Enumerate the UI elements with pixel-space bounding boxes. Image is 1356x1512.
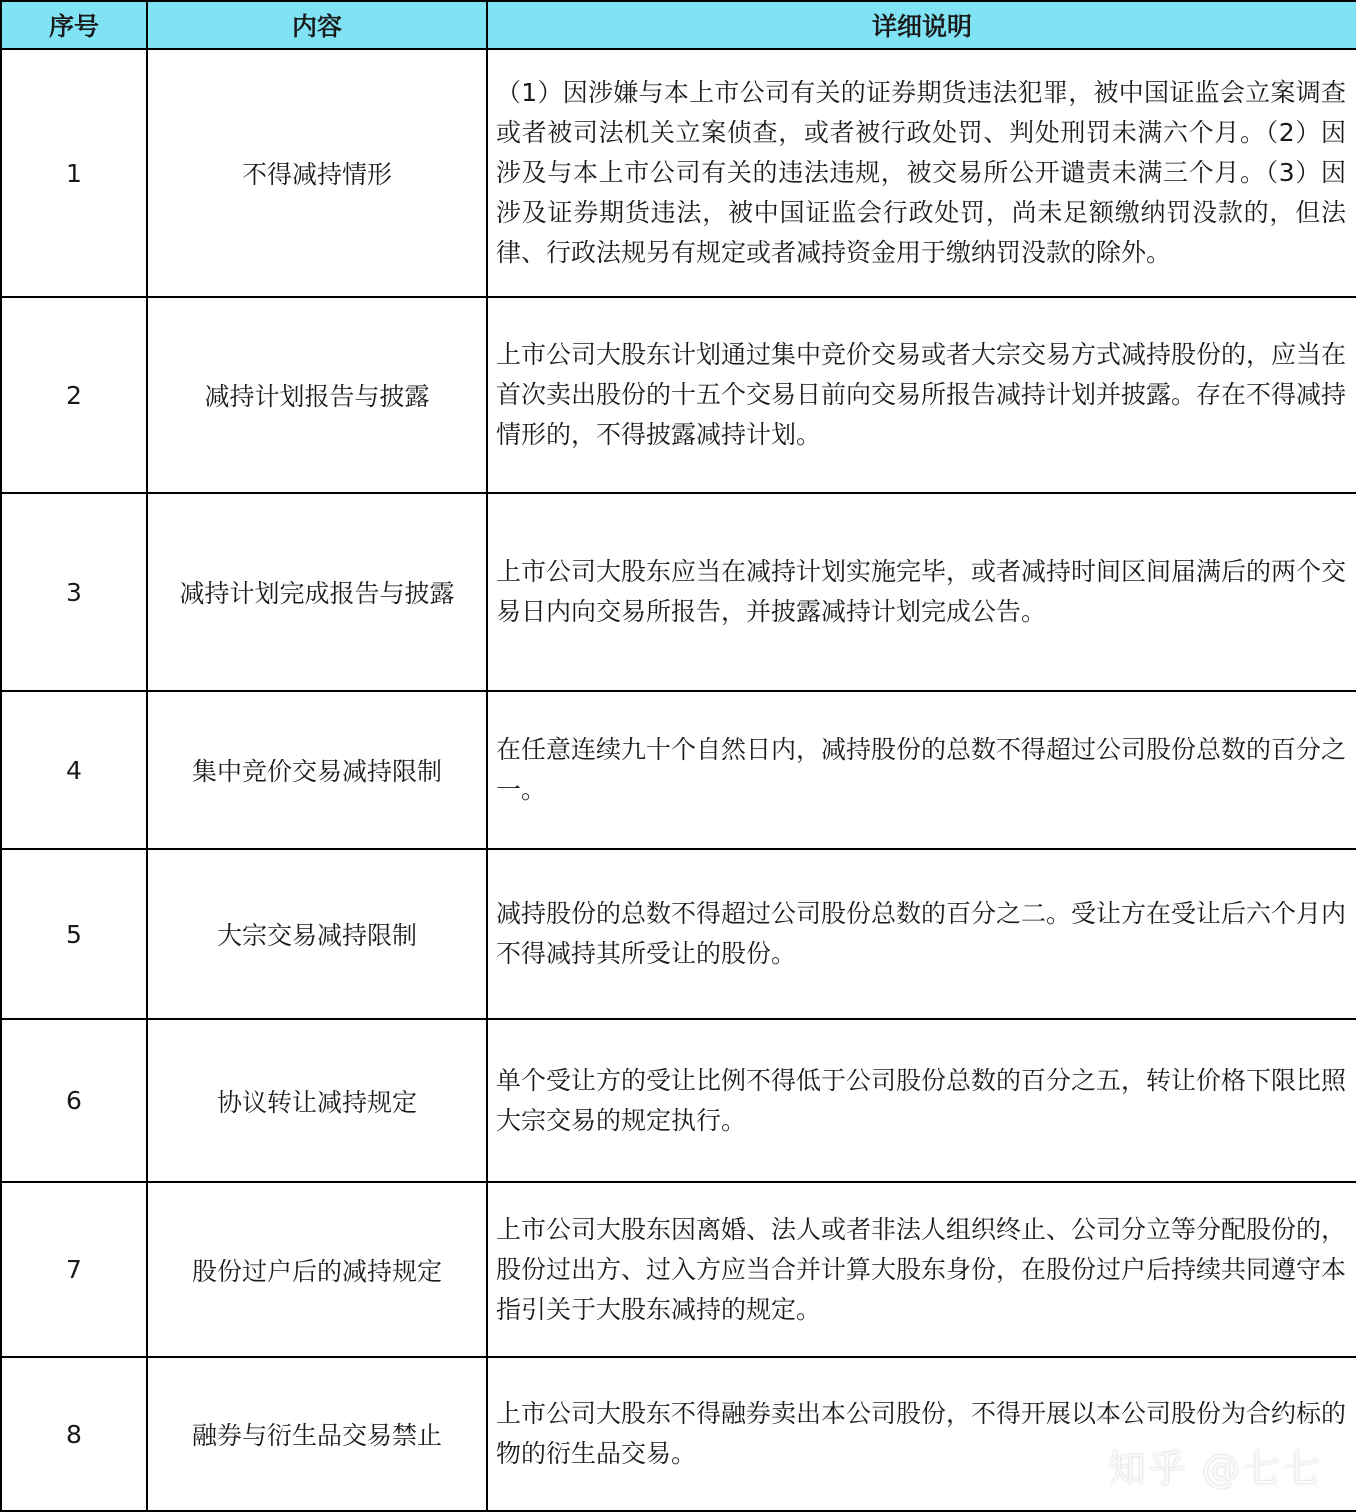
row-topic: 融券与衍生品交易禁止 [147, 1357, 487, 1511]
row-detail: 上市公司大股东因离婚、法人或者非法人组织终止、公司分立等分配股份的，股份过出方、过入方应当合并计算大股东身份，在股份过户后持续共同遵守本指引关于大股东减持的规定。 [487, 1182, 1356, 1357]
row-no: 4 [1, 691, 147, 849]
row-detail: 单个受让方的受让比例不得低于公司股份总数的百分之五，转让价格下限比照大宗交易的规定执行。 [487, 1019, 1356, 1182]
row-no: 2 [1, 297, 147, 493]
row-detail: 上市公司大股东应当在减持计划实施完毕，或者减持时间区间届满后的两个交易日内向交易所报告，并披露减持计划完成公告。 [487, 493, 1356, 691]
row-detail: 上市公司大股东不得融券卖出本公司股份，不得开展以本公司股份为合约标的物的衍生品交易。 [487, 1357, 1356, 1511]
table-row [1, 297, 1356, 493]
row-no: 3 [1, 493, 147, 691]
row-topic: 减持计划报告与披露 [147, 297, 487, 493]
watermark: 知乎 @七七 [1107, 1447, 1322, 1491]
header-no: 序号 [1, 1, 147, 49]
row-no: 1 [1, 49, 147, 297]
row-topic: 协议转让减持规定 [147, 1019, 487, 1182]
row-topic: 股份过户后的减持规定 [147, 1182, 487, 1357]
row-topic: 减持计划完成报告与披露 [147, 493, 487, 691]
header-topic: 内容 [147, 1, 487, 49]
row-topic: 集中竞价交易减持限制 [147, 691, 487, 849]
row-detail: 减持股份的总数不得超过公司股份总数的百分之二。受让方在受让后六个月内不得减持其所受让的股份。 [487, 849, 1356, 1019]
row-no: 5 [1, 849, 147, 1019]
header-detail: 详细说明 [487, 1, 1356, 49]
row-detail: 上市公司大股东计划通过集中竞价交易或者大宗交易方式减持股份的，应当在首次卖出股份的十五个交易日前向交易所报告减持计划并披露。存在不得减持情形的，不得披露减持计划。 [487, 297, 1356, 493]
row-detail: 在任意连续九十个自然日内，减持股份的总数不得超过公司股份总数的百分之一。 [487, 691, 1356, 849]
table-row [1, 1019, 1356, 1182]
row-topic: 大宗交易减持限制 [147, 849, 487, 1019]
table-row [1, 691, 1356, 849]
row-no: 6 [1, 1019, 147, 1182]
header-row [1, 1, 1356, 49]
table-row [1, 493, 1356, 691]
row-no: 7 [1, 1182, 147, 1357]
row-topic: 不得减持情形 [147, 49, 487, 297]
table-row [1, 49, 1356, 297]
row-no: 8 [1, 1357, 147, 1511]
row-detail: （1）因涉嫌与本上市公司有关的证券期货违法犯罪，被中国证监会立案调查或者被司法机关立案侦查，或者被行政处罚、判处刑罚未满六个月。（2）因涉及与本上市公司有关的违法违规，被交易所公开谴责未满三个月。（3）因涉及证券期货违法，被中国证监会行政处罚，尚未足额缴纳罚没款的，但法律、行政法规另有规定或者减持资金用于缴纳罚没款的除外。 [487, 49, 1356, 297]
table-row [1, 1182, 1356, 1357]
table-row [1, 849, 1356, 1019]
